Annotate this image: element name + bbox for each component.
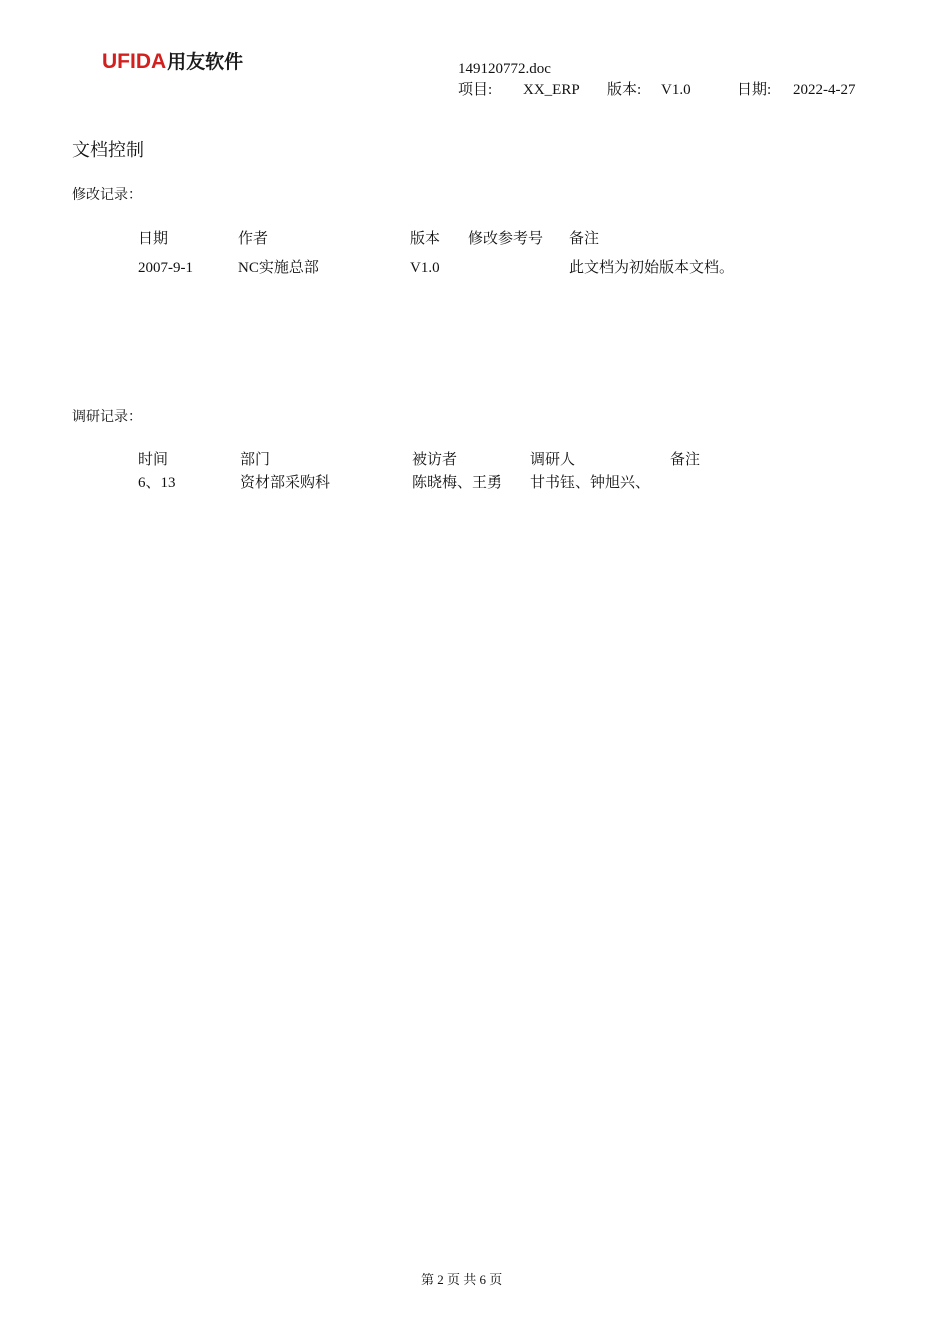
header-project-value: XX_ERP	[523, 82, 580, 98]
header-version-label: 版本:	[607, 82, 642, 98]
cell-researcher: 甘书钰、钟旭兴、	[530, 475, 651, 491]
page-title: 文档控制	[72, 140, 144, 161]
cell-date: 2007-9-1	[138, 260, 193, 276]
cell-time: 6、13	[138, 475, 176, 491]
cell-remark: 此文档为初始版本文档。	[569, 260, 735, 276]
column-header-remark: 备注	[569, 231, 600, 247]
column-header-author: 作者	[238, 231, 269, 247]
logo-latin-text: UFIDA	[102, 50, 167, 73]
column-header-interviewee: 被访者	[412, 452, 458, 468]
header-date-label: 日期:	[737, 82, 772, 98]
header-filename: 149120772.doc	[458, 61, 551, 77]
revision-heading: 修改记录：	[72, 187, 142, 203]
column-header-date: 日期	[138, 231, 169, 247]
header-version-value: V1.0	[661, 82, 691, 98]
column-header-remark: 备注	[670, 452, 701, 468]
column-header-department: 部门	[240, 452, 271, 468]
logo-cjk-text: 用友软件	[167, 51, 244, 73]
research-heading: 调研记录：	[72, 409, 142, 425]
cell-version: V1.0	[410, 260, 440, 276]
header-project-label: 项目:	[458, 82, 493, 98]
cell-department: 资材部采购科	[240, 475, 331, 491]
page-footer: 第 2 页 共 6 页	[421, 1272, 503, 1287]
column-header-researcher: 调研人	[530, 452, 576, 468]
column-header-ref: 修改参考号	[468, 231, 544, 247]
cell-interviewee: 陈晓梅、王勇	[412, 475, 503, 491]
header-date-value: 2022-4-27	[793, 82, 856, 98]
company-logo	[102, 51, 243, 73]
column-header-version: 版本	[410, 231, 441, 247]
column-header-time: 时间	[138, 452, 169, 468]
cell-author: NC实施总部	[238, 260, 319, 276]
